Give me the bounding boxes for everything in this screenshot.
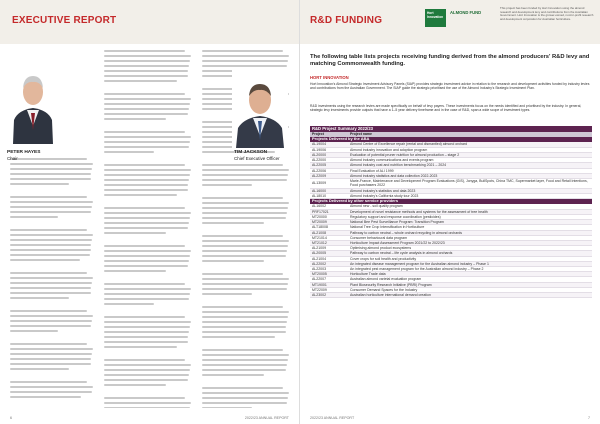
left-banner (0, 0, 299, 44)
project-name: Consumer Demand Spaces for the Industry (348, 287, 592, 292)
banner-title: EXECUTIVE REPORT (12, 15, 117, 26)
table-row (310, 292, 592, 297)
project-code: MT21012 (310, 240, 348, 245)
funding-acknowledgement: This project has been funded by Hort Innovation using the almond research and development levy and contributions from the Australian Government. Hort Innovation is the grower-owned, not-for-profit research and development corporation for Australian horticulture. (500, 6, 594, 21)
project-name: Final Evaluation of ALI 1999 (348, 168, 592, 173)
banner-title: R&D FUNDING (310, 15, 383, 26)
almond-fund-logo: ALMOND FUND (450, 10, 482, 15)
project-code: AL22003 (310, 266, 348, 271)
project-name: Australian horticulture international demand creation (348, 292, 592, 297)
project-code: AL20000 (310, 153, 348, 158)
project-name: Horticulture Trade data (348, 272, 592, 277)
left-footer (10, 416, 289, 420)
project-code: AL16002 (310, 204, 348, 209)
project-name: Almond Centre of Excellence repair (rental and dismantled) almond orchard (348, 142, 592, 147)
project-code: AL20005 (310, 251, 348, 256)
column-header-project: Project (310, 132, 348, 137)
right-banner (300, 0, 600, 44)
project-name: National Bee Pest Surveillance Program: Transition Program (348, 220, 592, 225)
chair-name: PETER HAYES (7, 150, 41, 155)
project-name: Almond industry's statistics and data 2023 (348, 188, 592, 193)
project-code: AL22006 (310, 168, 348, 173)
chair-portrait (8, 54, 58, 144)
project-code: AL22009 (310, 173, 348, 178)
project-name: Almond industry communications and events program (348, 158, 592, 163)
project-name: Almond industry innovation and adoption program (348, 147, 592, 152)
levy-investment-paragraph: R&D investments using the research levies are made specifically on behalf of levy payers. These investments focus on the needs identified and prioritised by the industry. In general, strategic levy investments provide outputs that have a 1–5 year delivery timeframe and in the case of R&D, span a wide scope of investment types. (310, 104, 582, 113)
project-name: Pathway to carbon neutral – whole orchard recycling in almond orchards (348, 230, 592, 235)
text-column-2 (104, 50, 192, 408)
page-number: 6 (10, 416, 12, 420)
section-aba: Projects Delivered by the ABA (310, 137, 592, 143)
table-row (310, 179, 592, 188)
project-name: Consumer behavioural data program (348, 235, 592, 240)
chair-caption (7, 150, 40, 161)
project-name: Horticulture Impact Assessment Program 2021/22 to 2022/23 (348, 240, 592, 245)
project-name: An integrated pest management program for the Australian almond industry – Phase 2 (348, 266, 592, 271)
ceo-name: TIM JACKSON (234, 150, 268, 155)
project-code: AL21008 (310, 230, 348, 235)
project-code: AL21004 (310, 256, 348, 261)
project-code: MT22009 (310, 287, 348, 292)
ceo-portrait (232, 70, 288, 148)
project-name: An integrated disease management program for the Australian almond industry – Phase 1 (348, 261, 592, 266)
project-code: AL19004 (310, 142, 348, 147)
project-name: Australian almond varietal evaluation program (348, 277, 592, 282)
project-code: AL22002 (310, 261, 348, 266)
text-column-1 (10, 158, 94, 408)
section-other-providers: Projects Delivered by other service providers (310, 198, 592, 204)
project-code: MT19001 (310, 282, 348, 287)
project-name: Almond industry's California study tour 2023 (348, 193, 592, 198)
project-name: Almond industry cost and nutrition benchmarking 2021 – 2024 (348, 163, 592, 168)
chair-role: Chair (7, 155, 18, 161)
project-code: AL23002 (310, 292, 348, 297)
project-name: Almond industry statistics and data collection 2022-2023 (348, 173, 592, 178)
project-name: Optimising almond product ecosystems (348, 246, 592, 251)
project-name: National Tree Crop Intensification in Horticulture (348, 225, 592, 230)
project-code: AL18010 (310, 193, 348, 198)
project-code: AL22007 (310, 277, 348, 282)
hort-innovation-logo: Hort Innovation (425, 9, 446, 27)
footer-report-name: 2022/23 ANNUAL REPORT (310, 416, 355, 420)
project-code: AL22005 (310, 163, 348, 168)
project-code: AL22000 (310, 158, 348, 163)
project-code: MT21014 (310, 235, 348, 240)
project-summary-table (310, 126, 592, 298)
page-number: 7 (588, 416, 590, 420)
right-footer (310, 416, 590, 420)
project-code: MT20005 (310, 272, 348, 277)
column-header-name: Project name (348, 132, 592, 137)
siap-paragraph: Hort Innovation's Almond Strategic Investment Advisory Panels (SIAP) provides strategic investment advice in relation to the research and development activities funded by industry levies and contributions from the Australian Government. The SIAP guide the strategic prioritised the use of the Almond Industry's Strategic Investment Plan. (310, 82, 590, 91)
project-code: MT20009 (310, 220, 348, 225)
project-code: ALT18008 (310, 225, 348, 230)
project-code: PRF17021 (310, 209, 348, 214)
project-code: AL19006 (310, 147, 348, 152)
project-name: Regulatory support and response coordination (pesticides) (348, 214, 592, 219)
table-intro-heading: The following table lists projects receiving funding derived from the almond producers' R&D levy and matching Commonwealth funding. (310, 54, 590, 67)
ceo-role: Chief Executive Officer (234, 155, 280, 161)
project-name: Plant Biosecurity Research Initiative (PBRI) Program (348, 282, 592, 287)
project-name: Development of novel resistance methods and systems for the assessment of tree health (348, 209, 592, 214)
table-title: R&D Project Summary 2022/23 (310, 126, 592, 132)
footer-report-name: 2022/23 ANNUAL REPORT (244, 416, 289, 420)
rd-funding-page (300, 0, 600, 424)
project-name: Cover crops for soil health and productivity (348, 256, 592, 261)
project-code: AL16000 (310, 188, 348, 193)
project-name: Pathway to carbon neutral – life cycle analysis in almond orchards (348, 251, 592, 256)
project-code: AL13009 (310, 179, 348, 188)
hort-innovation-subheading: HORT INNOVATION (310, 75, 349, 80)
ceo-caption (234, 150, 280, 161)
project-name: Marie-France, Maintenance and Development Program Evaluations (GIS), Jonyga, BullSpots, China TMC, Supermarket layer, Food and Retail Intentions, Food purchasers 2022 (348, 179, 592, 188)
project-code: MT20000 (310, 214, 348, 219)
project-name: Almond new - soil quality program (348, 204, 592, 209)
project-code: AL21009 (310, 246, 348, 251)
project-name: Evaluation of potential pruner nutrition for almond production – stage 2 (348, 153, 592, 158)
